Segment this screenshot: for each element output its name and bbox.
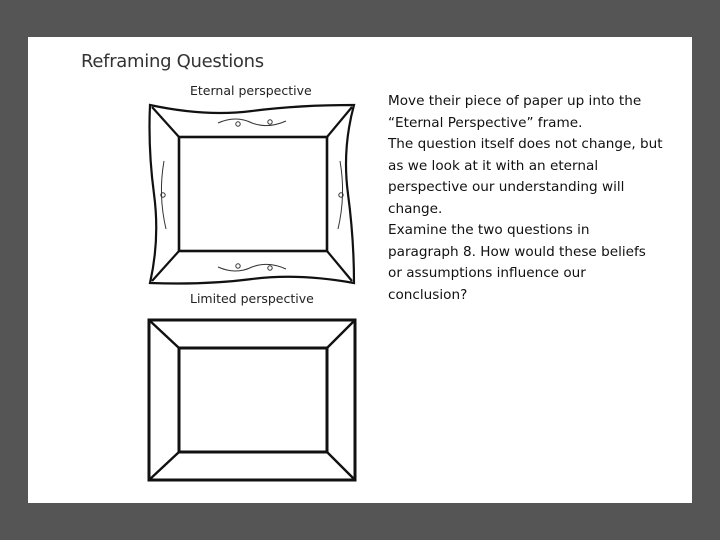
instructions-line: The question itself does not change, but [388,136,663,152]
ornate-picture-frame-icon [146,99,358,289]
instructions-line: perspective our understanding will [388,179,625,195]
slide [28,37,692,503]
limited-perspective-label: Limited perspective [190,291,314,306]
eternal-perspective-label: Eternal perspective [190,83,312,98]
instructions-line: Examine the two questions in [388,222,590,238]
instructions-line: conclusion? [388,286,468,303]
instructions-text [388,91,688,306]
instructions-line: or assumptions influence our [388,265,586,281]
instructions-line: change. [388,200,443,217]
instructions-line: Move their piece of paper up into the [388,93,642,109]
instructions-line: as we look at it with an eternal [388,157,599,174]
instructions-line: paragraph 8. How would these beliefs [388,243,646,260]
slide-title: Reframing Questions [81,51,264,72]
plain-picture-frame-icon [146,317,358,483]
instructions-line: “Eternal Perspective” frame. [388,114,583,131]
